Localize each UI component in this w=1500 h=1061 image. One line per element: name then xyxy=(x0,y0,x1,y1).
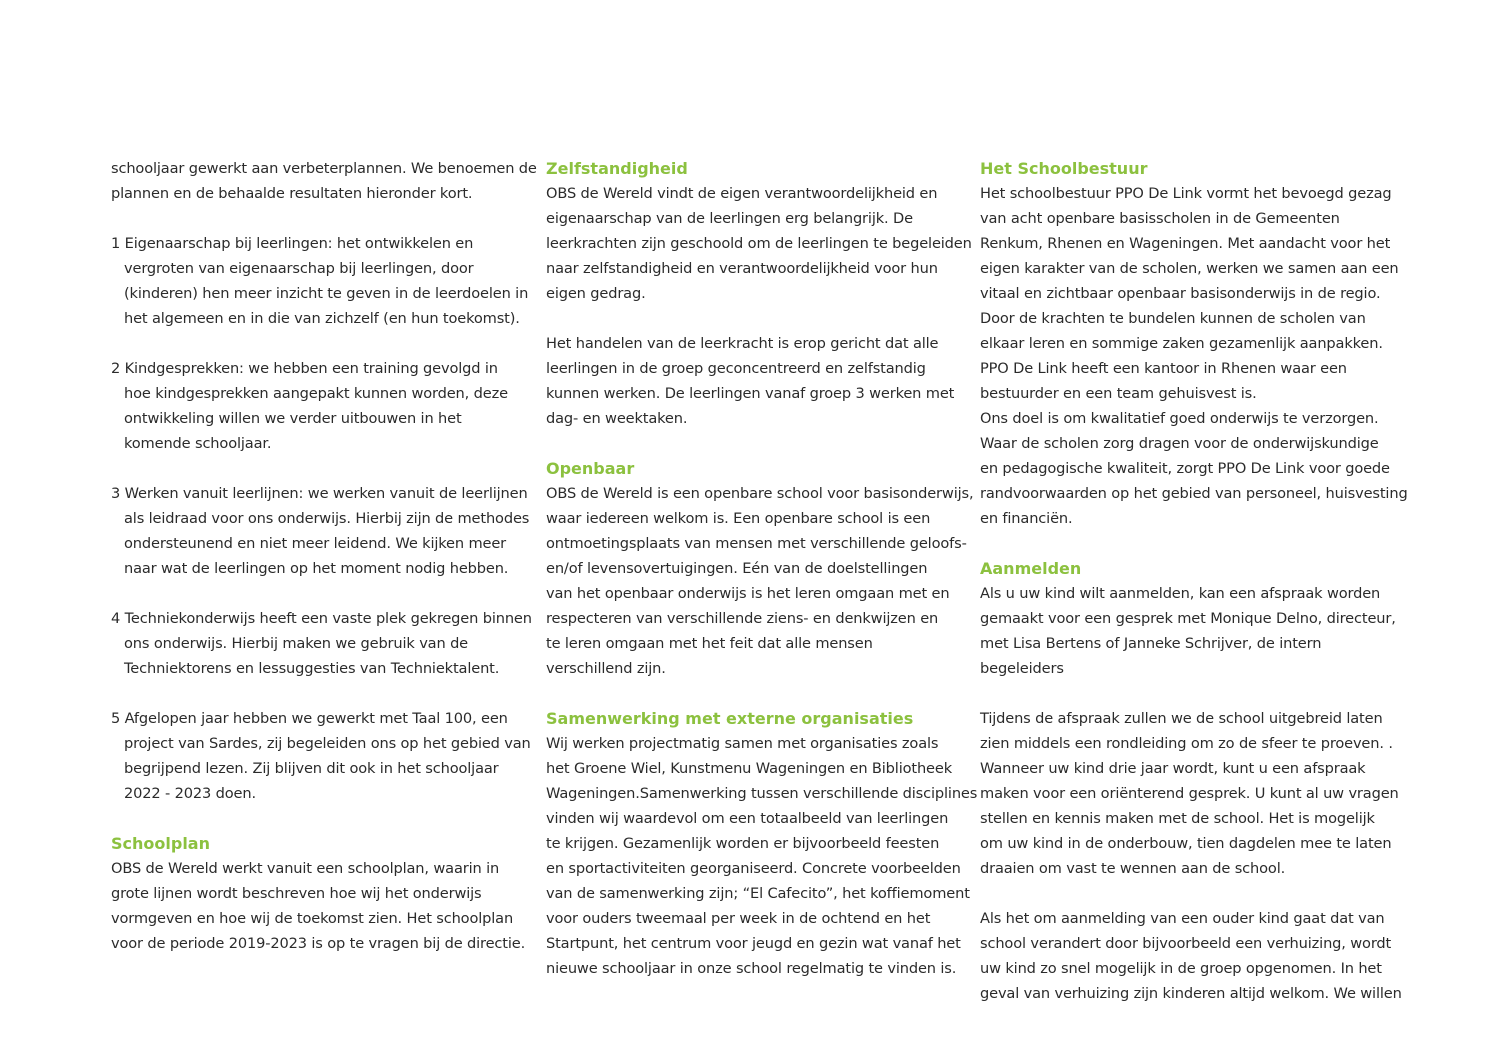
list-item-line: project van Sardes, zij begeleiden ons op het gebied van xyxy=(124,735,531,752)
paragraph-line: leerlingen in de groep geconcentreerd en zelfstandig xyxy=(546,360,926,377)
paragraph-line: vormgeven en hoe wij de toekomst zien. Het schoolplan xyxy=(111,910,514,927)
paragraph-line: Startpunt, het centrum voor jeugd en gezin wat vanaf het xyxy=(546,935,961,952)
paragraph-line: vinden wij waardevol om een totaalbeeld van leerlingen xyxy=(546,810,949,827)
paragraph-line: naar zelfstandigheid en verantwoordelijkheid voor hun xyxy=(546,260,938,277)
paragraph-line: eigen karakter van de scholen, werken we samen aan een xyxy=(980,260,1399,277)
column-left xyxy=(111,156,537,956)
list-item-line: komende schooljaar. xyxy=(124,435,272,452)
paragraph-line: kunnen werken. De leerlingen vanaf groep 3 werken met xyxy=(546,385,955,402)
paragraph-line: waar iedereen welkom is. Een openbare school is een xyxy=(546,510,931,527)
paragraph-line: eigenaarschap van de leerlingen erg belangrijk. De xyxy=(546,210,913,227)
paragraph-line: geval van verhuizing zijn kinderen altijd welkom. We willen xyxy=(980,985,1402,1002)
list-item-line: 4 Techniekonderwijs heeft een vaste plek gekregen binnen xyxy=(111,610,532,627)
list-item-line: 5 Afgelopen jaar hebben we gewerkt met Taal 100, een xyxy=(111,710,508,727)
column-middle xyxy=(546,156,978,981)
paragraph-line: Door de krachten te bundelen kunnen de scholen van xyxy=(980,310,1366,327)
paragraph-line: en sportactiviteiten georganiseerd. Concrete voorbeelden xyxy=(546,860,961,877)
section-heading-openbaar: Openbaar xyxy=(546,459,635,478)
paragraph-line: Wageningen.Samenwerking tussen verschillende disciplines xyxy=(546,785,978,802)
list-item-line: 2022 - 2023 doen. xyxy=(124,785,256,802)
section-heading-samenwerking: Samenwerking met externe organisaties xyxy=(546,709,914,728)
paragraph-line: ontmoetingsplaats van mensen met verschillende geloofs- xyxy=(546,535,967,552)
paragraph-line: schooljaar gewerkt aan verbeterplannen. We benoemen de xyxy=(111,160,537,177)
column-right xyxy=(980,156,1408,1006)
paragraph-line: vitaal en zichtbaar openbaar basisonderwijs in de regio. xyxy=(980,285,1381,302)
paragraph-line: Wij werken projectmatig samen met organisaties zoals xyxy=(546,735,939,752)
paragraph-line: grote lijnen wordt beschreven hoe wij het onderwijs xyxy=(111,885,482,902)
section-heading-aanmelden: Aanmelden xyxy=(980,559,1082,578)
paragraph-line: gemaakt voor een gesprek met Monique Delno, directeur, xyxy=(980,610,1396,627)
paragraph-line: plannen en de behaalde resultaten hieronder kort. xyxy=(111,185,473,202)
paragraph-line: Waar de scholen zorg dragen voor de onderwijskundige xyxy=(980,435,1379,452)
paragraph-line: om uw kind in de onderbouw, tien dagdelen mee te laten xyxy=(980,835,1392,852)
list-item-line: ontwikkeling willen we verder uitbouwen in het xyxy=(124,410,462,427)
paragraph-line: te krijgen. Gezamenlijk worden er bijvoorbeeld feesten xyxy=(546,835,940,852)
paragraph-line: uw kind zo snel mogelijk in de groep opgenomen. In het xyxy=(980,960,1382,977)
paragraph-line: voor de periode 2019-2023 is op te vragen bij de directie. xyxy=(111,935,526,952)
paragraph-line: Wanneer uw kind drie jaar wordt, kunt u een afspraak xyxy=(980,760,1366,777)
list-item-line: 1 Eigenaarschap bij leerlingen: het ontwikkelen en xyxy=(111,235,474,252)
paragraph-line: OBS de Wereld vindt de eigen verantwoordelijkheid en xyxy=(546,185,938,202)
paragraph-line: randvoorwaarden op het gebied van personeel, huisvesting xyxy=(980,485,1408,502)
list-item-line: (kinderen) hen meer inzicht te geven in de leerdoelen in xyxy=(124,285,529,302)
list-item-line: 2 Kindgesprekken: we hebben een training gevolgd in xyxy=(111,360,498,377)
paragraph-line: Tijdens de afspraak zullen we de school uitgebreid laten xyxy=(980,710,1383,727)
paragraph-line: verschillend zijn. xyxy=(546,660,666,677)
list-item-line: hoe kindgesprekken aangepakt kunnen worden, deze xyxy=(124,385,508,402)
paragraph-line: draaien om vast te wennen aan de school. xyxy=(980,860,1286,877)
paragraph-line: en/of levensovertuigingen. Eén van de doelstellingen xyxy=(546,560,928,577)
list-item-line: als leidraad voor ons onderwijs. Hierbij zijn de methodes xyxy=(124,510,530,527)
paragraph-line: school verandert door bijvoorbeeld een verhuizing, wordt xyxy=(980,935,1392,952)
section-heading-schoolbestuur: Het Schoolbestuur xyxy=(980,159,1148,178)
paragraph-line: OBS de Wereld is een openbare school voor basisonderwijs, xyxy=(546,485,974,502)
paragraph-line: en financiën. xyxy=(980,510,1073,527)
paragraph-line: van acht openbare basisscholen in de Gemeenten xyxy=(980,210,1340,227)
list-item-line: begrijpend lezen. Zij blijven dit ook in het schooljaar xyxy=(124,760,499,777)
paragraph-line: leerkrachten zijn geschoold om de leerlingen te begeleiden xyxy=(546,235,972,252)
paragraph-line: met Lisa Bertens of Janneke Schrijver, de intern xyxy=(980,635,1322,652)
paragraph-line: Ons doel is om kwalitatief goed onderwijs te verzorgen. xyxy=(980,410,1379,427)
paragraph-line: Het handelen van de leerkracht is erop gericht dat alle xyxy=(546,335,939,352)
list-item-line: 3 Werken vanuit leerlijnen: we werken vanuit de leerlijnen xyxy=(111,485,528,502)
paragraph-line: Als het om aanmelding van een ouder kind gaat dat van xyxy=(980,910,1385,927)
paragraph-line: Als u uw kind wilt aanmelden, kan een afspraak worden xyxy=(980,585,1381,602)
list-item-line: naar wat de leerlingen op het moment nodig hebben. xyxy=(124,560,509,577)
paragraph-line: voor ouders tweemaal per week in de ochtend en het xyxy=(546,910,931,927)
section-heading-schoolplan: Schoolplan xyxy=(111,834,210,853)
paragraph-line: het Groene Wiel, Kunstmenu Wageningen en Bibliotheek xyxy=(546,760,953,777)
paragraph-line: Het schoolbestuur PPO De Link vormt het bevoegd gezag xyxy=(980,185,1392,202)
paragraph-line: van de samenwerking zijn; “El Cafecito”, het koffiemoment xyxy=(546,885,970,902)
list-item-line: Techniektorens en lessuggesties van Techniektalent. xyxy=(124,660,500,677)
list-item-line: vergroten van eigenaarschap bij leerlingen, door xyxy=(124,260,474,277)
list-item-line: ons onderwijs. Hierbij maken we gebruik van de xyxy=(124,635,469,652)
paragraph-line: te leren omgaan met het feit dat alle mensen xyxy=(546,635,873,652)
paragraph-line: PPO De Link heeft een kantoor in Rhenen waar een xyxy=(980,360,1347,377)
paragraph-line: dag- en weektaken. xyxy=(546,410,688,427)
paragraph-line: en pedagogische kwaliteit, zorgt PPO De Link voor goede xyxy=(980,460,1390,477)
paragraph-line: eigen gedrag. xyxy=(546,285,646,302)
paragraph-line: respecteren van verschillende ziens- en denkwijzen en xyxy=(546,610,939,627)
list-item-line: ondersteunend en niet meer leidend. We kijken meer xyxy=(124,535,507,552)
section-heading-zelfstandigheid: Zelfstandigheid xyxy=(546,159,688,178)
paragraph-line: zien middels een rondleiding om zo de sfeer te proeven. . xyxy=(980,735,1393,752)
paragraph-line: maken voor een oriënterend gesprek. U kunt al uw vragen xyxy=(980,785,1399,802)
paragraph-line: stellen en kennis maken met de school. Het is mogelijk xyxy=(980,810,1375,827)
paragraph-line: Renkum, Rhenen en Wageningen. Met aandacht voor het xyxy=(980,235,1391,252)
list-item-line: het algemeen en in die van zichzelf (en hun toekomst). xyxy=(124,310,520,327)
paragraph-line: bestuurder en een team gehuisvest is. xyxy=(980,385,1257,402)
paragraph-line: nieuwe schooljaar in onze school regelmatig te vinden is. xyxy=(546,960,957,977)
paragraph-line: elkaar leren en sommige zaken gezamenlijk aanpakken. xyxy=(980,335,1383,352)
paragraph-line: van het openbaar onderwijs is het leren omgaan met en xyxy=(546,585,950,602)
paragraph-line: OBS de Wereld werkt vanuit een schoolplan, waarin in xyxy=(111,860,500,877)
paragraph-line: begeleiders xyxy=(980,660,1064,677)
